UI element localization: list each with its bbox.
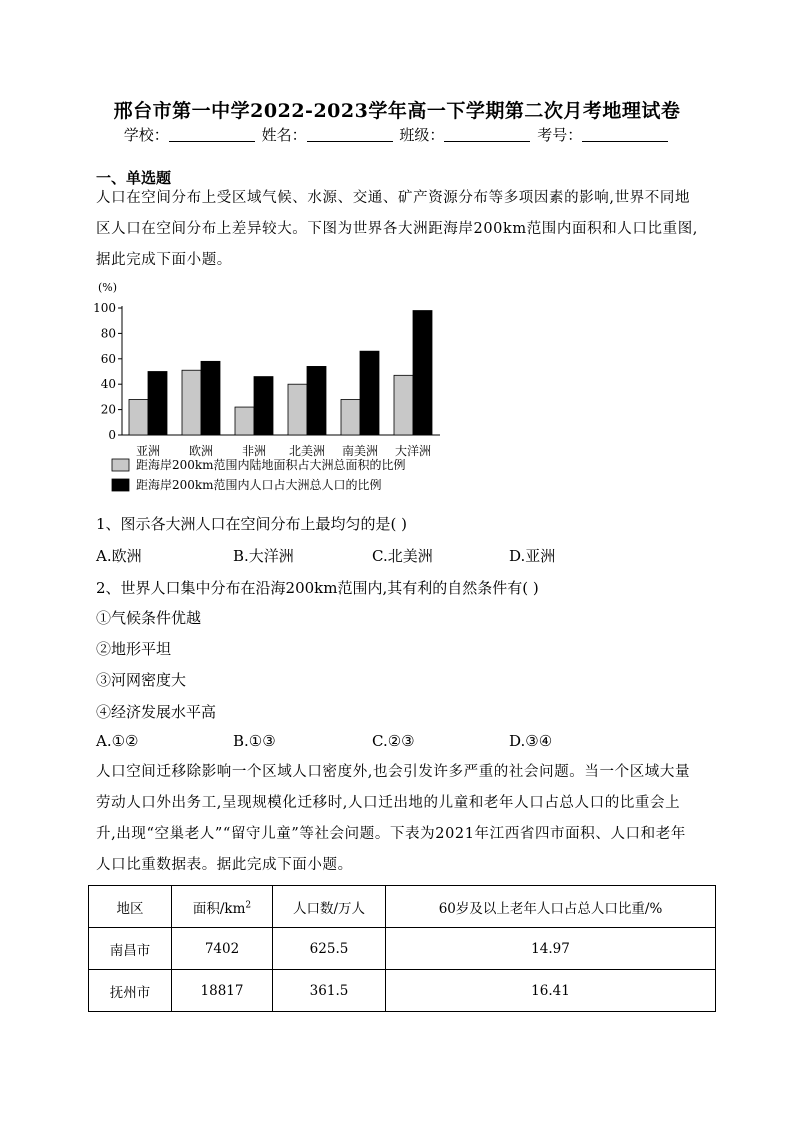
table-row: [89, 928, 716, 970]
passage-1: 人口在空间分布上受区域气候、水源、交通、矿产资源分布等多项因素的影响,世界不同地区人口在空间分布上差异较大。下图为世界各大洲距海岸200km范围内面积和人口比重图,据此完成下面小题。: [96, 190, 699, 268]
class-blank: [444, 127, 530, 142]
q2-option-b[interactable]: B.①③: [233, 732, 276, 750]
student-info: [0, 124, 794, 145]
question-2-stem: 2、世界人口集中分布在沿海200km范围内,其有利的自然条件有( ): [96, 579, 539, 597]
y-tick-label: 20: [100, 402, 116, 417]
exam-number-label: 考号：: [537, 126, 583, 144]
q1-option-d[interactable]: D.亚洲: [509, 547, 556, 565]
cell-region: 抚州市: [89, 970, 172, 1012]
cell-elderly-ratio: 16.41: [386, 970, 716, 1012]
page-title: 邢台市第一中学2022-2023学年高一下学期第二次月考地理试卷: [113, 100, 681, 122]
q2-item-4: ④经济发展水平高: [96, 703, 217, 721]
x-tick-label: 欧洲: [188, 444, 214, 458]
header-population: 人口数/万人: [273, 886, 386, 928]
q2-item-2: ②地形平坦: [96, 640, 172, 658]
q1-option-c[interactable]: C.北美洲: [372, 547, 433, 565]
cell-population: 361.5: [273, 970, 386, 1012]
header-region: 地区: [89, 886, 172, 928]
y-tick-label: 0: [108, 428, 116, 442]
bar: [129, 399, 148, 435]
legend-label: 距海岸200km范围内陆地面积占大洲总面积的比例: [136, 458, 406, 472]
class-label: 班级：: [399, 126, 445, 144]
q2-option-a[interactable]: A.①②: [96, 732, 139, 750]
q1-option-b[interactable]: B.大洋洲: [233, 547, 294, 565]
school-field: [124, 124, 257, 145]
y-axis-label: (%): [98, 282, 118, 294]
exam-number-field: [537, 124, 670, 145]
cell-elderly-ratio: 14.97: [386, 928, 716, 970]
name-blank: [307, 127, 393, 142]
header-area: 面积$/km^2$: [172, 886, 273, 928]
x-tick-label: 亚洲: [135, 444, 161, 458]
x-tick-label: 南美洲: [341, 444, 379, 458]
y-tick-label: 40: [100, 377, 116, 392]
x-tick-label: 大洋洲: [394, 444, 432, 458]
cell-area: 18817: [172, 970, 273, 1012]
bar: [341, 399, 360, 435]
school-blank: [169, 127, 255, 142]
exam-number-blank: [582, 127, 668, 142]
bar-chart: [90, 282, 530, 502]
table-row: [89, 970, 716, 1012]
q1-option-a[interactable]: A.欧洲: [96, 547, 142, 565]
q2-item-3: ③河网密度大: [96, 671, 187, 689]
legend-swatch: [112, 459, 129, 471]
cell-population: 625.5: [273, 928, 386, 970]
bar: [182, 370, 201, 435]
header-elderly-ratio: 60岁及以上老年人口占总人口比重/%: [386, 886, 716, 928]
passage-2: 人口空间迁移除影响一个区域人口密度外,也会引发许多严重的社会问题。当一个区域大量劳动人口外出务工,呈现规模化迁移时,人口迁出地的儿童和老年人口占总人口的比重会上升,出现“空巢老人”“留守儿童”等社会问题。下表为2021年江西省四市面积、人口和老年人口比重数据表。据此完成下面小题。: [96, 764, 691, 873]
q2-option-d[interactable]: D.③④: [509, 732, 553, 750]
table-header-row: [89, 886, 716, 928]
legend-label: 距海岸200km范围内人口占大洲总人口的比例: [136, 478, 382, 492]
data-table: [88, 885, 716, 1012]
y-tick-label: 60: [100, 351, 116, 366]
q2-item-1: ①气候条件优越: [96, 609, 202, 627]
cell-area: 7402: [172, 928, 273, 970]
q2-option-c[interactable]: C.②③: [372, 732, 415, 750]
school-label: 学校：: [123, 126, 169, 144]
question-1-stem: 1、图示各大洲人口在空间分布上最均匀的是( ): [96, 515, 408, 533]
x-tick-label: 北美洲: [288, 444, 326, 458]
x-tick-label: 非洲: [241, 444, 267, 458]
bar: [235, 407, 254, 435]
y-tick-label: 100: [93, 301, 116, 315]
bar: [394, 375, 413, 435]
bar: [201, 361, 220, 435]
name-label: 姓名：: [261, 126, 307, 144]
name-field: [262, 124, 395, 145]
cell-region: 南昌市: [89, 928, 172, 970]
section-title: 一、单选题: [96, 169, 172, 187]
bar: [360, 351, 379, 435]
bar: [413, 311, 432, 435]
bar: [307, 366, 326, 435]
class-field: [399, 124, 532, 145]
bar: [254, 377, 273, 435]
y-tick-label: 80: [100, 326, 116, 341]
bar: [148, 372, 167, 436]
legend-swatch: [112, 479, 129, 491]
bar: [288, 384, 307, 435]
